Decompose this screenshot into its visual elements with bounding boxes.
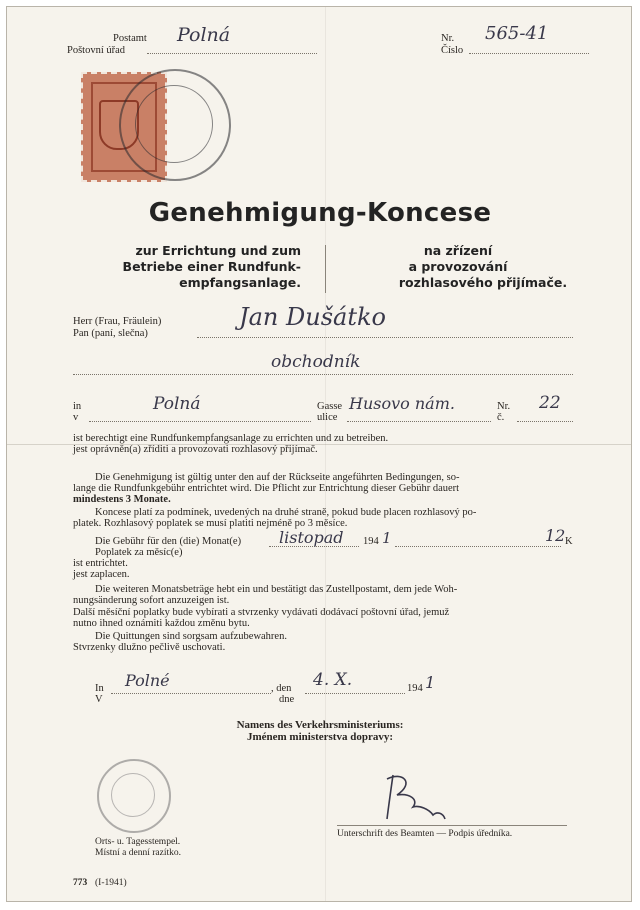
fee-month: listopad	[279, 528, 344, 547]
dateline-den-cz: dne	[279, 694, 295, 705]
post-office-value: Polná	[177, 24, 231, 46]
house-number-value: 22	[539, 393, 561, 413]
date-postmark-inner-ring	[111, 773, 155, 817]
town-label-cz: v	[73, 412, 79, 423]
subtitle-divider	[325, 245, 326, 293]
further-cz-line2: nutno ihned oznámiti každou změnu bytu.	[73, 618, 250, 629]
further-de-line1: Die weiteren Monatsbeträge hebt ein und bestätigt das Zustellpostamt, dem jede Woh-	[95, 584, 458, 595]
fee-year-prefix: 194	[363, 536, 379, 547]
holder-label-cz: Pan (paní, slečna)	[73, 328, 148, 339]
ministry-de: Namens des Verkehrsministeriums:	[236, 719, 404, 731]
dotted-line	[305, 693, 405, 694]
validity-de-line2: lange die Rundfunkgebühr entrichtet wird. Die Pflicht zur Entrichtung dieser Gebühr dauert	[73, 483, 460, 494]
validity-cz-line2: platek. Rozhlasový poplatek se musí platiti nejméně po 3 měsíce.	[73, 518, 348, 529]
dotted-line	[347, 421, 491, 422]
subtitle-de-line: zur Errichtung und zum	[135, 243, 301, 258]
authorized-cz: jest oprávněn(a) zříditi a provozovati rozhlasový přijímač.	[73, 444, 318, 455]
further-de-line2: nungsänderung sofort anzuzeigen ist.	[73, 595, 230, 606]
form-number: 773	[73, 878, 88, 888]
dateline-in-cz: V	[95, 694, 103, 705]
stamp-label-de: Orts- u. Tagesstempel.	[95, 837, 181, 847]
street-label-de: Gasse	[317, 401, 343, 412]
validity-cz-line1: Koncese platí za podmínek, uvedených na druhé straně, pokud bude placen rozhlasový po-	[95, 507, 477, 518]
fee-year-digit: 1	[382, 529, 392, 547]
subtitle-de	[67, 243, 301, 291]
paid-de: ist entrichtet.	[73, 558, 128, 569]
postamt-label-de: Postamt	[113, 33, 147, 44]
house-number-label-cz: č.	[497, 412, 505, 423]
fold-line-vertical	[325, 7, 326, 901]
subtitle-cz-line: na zřízení	[423, 243, 493, 258]
official-signature	[373, 769, 453, 825]
further-cz-line1: Další měsíční poplatky bude vybírati a stvrzenky vydávati dodávací poštovní úřad, jemuž	[73, 607, 450, 618]
number-value: 565-41	[485, 23, 549, 44]
form-code: (I-1941)	[95, 878, 127, 888]
dotted-line	[469, 53, 589, 54]
street-value: Husovo nám.	[349, 394, 455, 413]
dotted-line	[197, 337, 573, 338]
stamp-label-cz: Místní a denní razítko.	[95, 848, 182, 858]
town-value: Polná	[153, 394, 201, 414]
dateline-place: Polné	[125, 671, 170, 690]
subtitle-cz	[333, 243, 573, 291]
dotted-line	[147, 53, 317, 54]
authorized-de: ist berechtigt eine Rundfunkempfangsanlage zu errichten und zu betreiben.	[73, 433, 389, 444]
dotted-line	[73, 374, 573, 375]
postamt-label-cz: Poštovní úřad	[67, 45, 126, 56]
postmark-inner-ring	[135, 85, 213, 163]
subtitle-cz-line: a provozování	[408, 259, 508, 274]
document-title: Genehmigung-Koncese	[148, 198, 492, 228]
dateline-den-de: , den	[271, 683, 292, 694]
town-label-de: in	[73, 401, 82, 412]
holder-label-de: Herr (Frau, Fräulein)	[73, 316, 162, 327]
dotted-line	[111, 693, 271, 694]
number-label-cz: Číslo	[441, 45, 464, 56]
dotted-line	[517, 421, 573, 422]
receipts-de: Die Quittungen sind sorgsam aufzubewahren.	[95, 631, 287, 642]
signature-label: Unterschrift des Beamten — Podpis úředníka.	[337, 829, 513, 839]
number-label-de: Nr.	[441, 33, 455, 44]
receipts-cz: Stvrzenky dlužno pečlivě uschovati.	[73, 642, 226, 653]
street-label-cz: ulice	[317, 412, 338, 423]
fee-label-cz: Poplatek za měsíc(e)	[95, 547, 183, 558]
subtitle-de-line: empfangsanlage.	[179, 275, 301, 290]
fee-currency: K	[565, 536, 573, 547]
holder-name: Jan Dušátko	[239, 303, 386, 331]
dateline-in-de: In	[95, 683, 104, 694]
signature-line	[337, 825, 567, 826]
dateline-date: 4. X.	[313, 670, 353, 690]
house-number-label-de: Nr.	[497, 401, 511, 412]
ministry-cz: Jménem ministerstva dopravy:	[246, 731, 394, 743]
dateline-year-digit: 1	[425, 673, 436, 692]
license-document	[6, 6, 632, 902]
fee-label-de: Die Gebühr für den (die) Monat(e)	[95, 536, 242, 547]
dotted-line	[395, 546, 561, 547]
paid-cz: jest zaplacen.	[73, 569, 130, 580]
dotted-line	[89, 421, 311, 422]
subtitle-cz-line: rozhlasového přijímače.	[398, 275, 568, 290]
validity-de-line3: mindestens 3 Monate.	[73, 494, 171, 505]
fee-amount: 12	[545, 526, 566, 545]
validity-de-line1: Die Genehmigung ist gültig unter den auf der Rückseite angeführten Bedingungen, so-	[95, 472, 460, 483]
subtitle-de-line: Betriebe einer Rundfunk-	[122, 259, 301, 274]
holder-occupation: obchodník	[271, 352, 361, 372]
dateline-year-prefix: 194	[407, 683, 423, 694]
